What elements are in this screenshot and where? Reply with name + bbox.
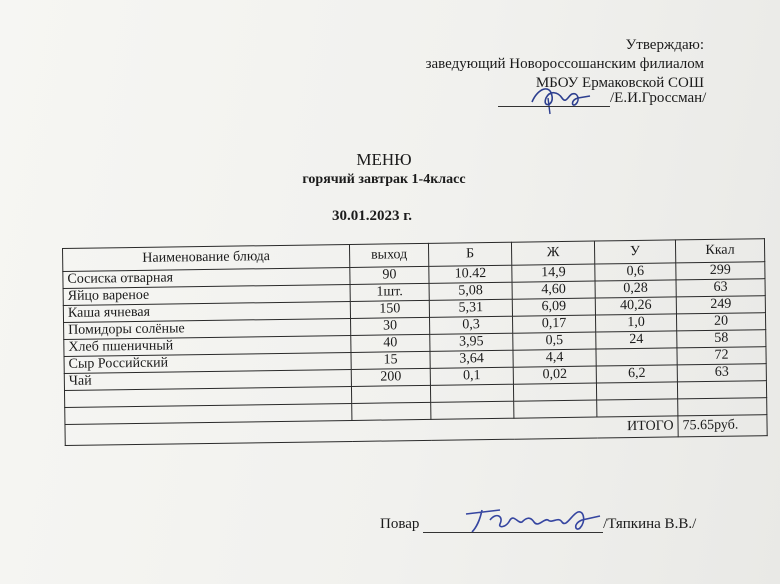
cell-portion: 40	[351, 334, 430, 352]
cell-fats: 0,5	[513, 332, 596, 350]
cell-fats	[513, 383, 596, 401]
cell-proteins: 3,95	[430, 333, 513, 351]
cell-kcal	[678, 398, 767, 416]
cell-portion: 15	[351, 351, 430, 369]
cell-proteins	[430, 384, 513, 402]
header-portion: выход	[349, 243, 428, 267]
cell-dish: Хлеб пшеничный	[64, 335, 351, 356]
cell-portion	[352, 402, 431, 420]
cell-portion: 200	[351, 368, 430, 386]
document-title: МЕНЮ	[356, 150, 412, 169]
cell-fats	[514, 400, 597, 418]
cell-proteins: 0,1	[430, 367, 513, 385]
cell-carbs	[597, 399, 678, 417]
signature-blank	[498, 92, 610, 107]
header-kcal: Ккал	[675, 239, 764, 263]
cell-fats: 6,09	[512, 298, 595, 316]
cell-kcal	[677, 381, 766, 399]
cell-kcal: 20	[676, 313, 765, 331]
cell-kcal: 63	[676, 279, 765, 297]
header-fats: Ж	[511, 241, 594, 265]
total-label: ИТОГО	[65, 416, 678, 446]
cell-proteins: 0,3	[430, 316, 513, 334]
approval-organization: МБОУ Ермаковской СОШ	[535, 75, 704, 91]
cell-proteins: 5,08	[429, 282, 512, 300]
cell-kcal: 249	[676, 296, 765, 314]
approval-signer: /Е.И.Гроссман/	[610, 90, 707, 106]
cell-proteins: 3,64	[430, 350, 513, 368]
cell-carbs: 40,26	[595, 297, 676, 315]
cell-dish: Помидоры солёные	[64, 318, 351, 339]
approval-heading: Утверждаю:	[625, 37, 704, 53]
cell-proteins: 10.42	[429, 265, 512, 283]
cell-dish: Сыр Российский	[64, 352, 351, 373]
cell-portion	[351, 385, 430, 403]
cell-portion: 150	[350, 300, 429, 318]
signature-blank	[423, 518, 603, 533]
cell-carbs	[596, 348, 677, 366]
cell-dish: Яйцо вареное	[63, 284, 350, 305]
document-subtitle: горячий завтрак 1-4класс	[302, 172, 466, 187]
approval-signature-line	[498, 90, 728, 107]
cell-dish: Чай	[64, 369, 351, 390]
cell-carbs: 6,2	[596, 365, 677, 383]
cell-carbs	[596, 382, 677, 400]
cell-kcal: 58	[677, 330, 766, 348]
cell-dish: Каша ячневая	[63, 301, 350, 322]
cell-fats: 0,17	[512, 315, 595, 333]
cell-portion: 1шт.	[350, 283, 429, 301]
cell-portion: 90	[350, 266, 429, 284]
cell-fats: 4,4	[513, 349, 596, 367]
cell-kcal: 63	[677, 364, 766, 382]
cook-label: Повар	[380, 516, 420, 532]
cell-carbs: 0,28	[595, 280, 676, 298]
cell-dish: Сосиска отварная	[63, 267, 350, 288]
cell-fats: 4,60	[512, 281, 595, 299]
cook-signature-line	[380, 516, 696, 533]
cell-carbs: 1,0	[595, 314, 676, 332]
header-dish-name: Наименование блюда	[63, 244, 350, 271]
cell-carbs: 0,6	[595, 263, 676, 281]
cell-kcal: 299	[676, 262, 765, 280]
total-value: 75.65руб.	[678, 415, 767, 437]
cook-name: /Тяпкина В.В./	[603, 516, 697, 532]
header-carbs: У	[594, 240, 675, 264]
cell-carbs: 24	[596, 331, 677, 349]
cell-fats: 14,9	[512, 264, 595, 282]
cell-fats: 0,02	[513, 366, 596, 384]
document-date: 30.01.2023 г.	[331, 208, 413, 224]
header-proteins: Б	[428, 242, 511, 266]
menu-table	[62, 238, 768, 446]
cell-proteins: 5,31	[429, 299, 512, 317]
approval-position: заведующий Новороссошанским филиалом	[425, 56, 704, 72]
cell-kcal: 72	[677, 347, 766, 365]
cell-proteins	[431, 401, 514, 419]
cell-portion: 30	[351, 317, 430, 335]
